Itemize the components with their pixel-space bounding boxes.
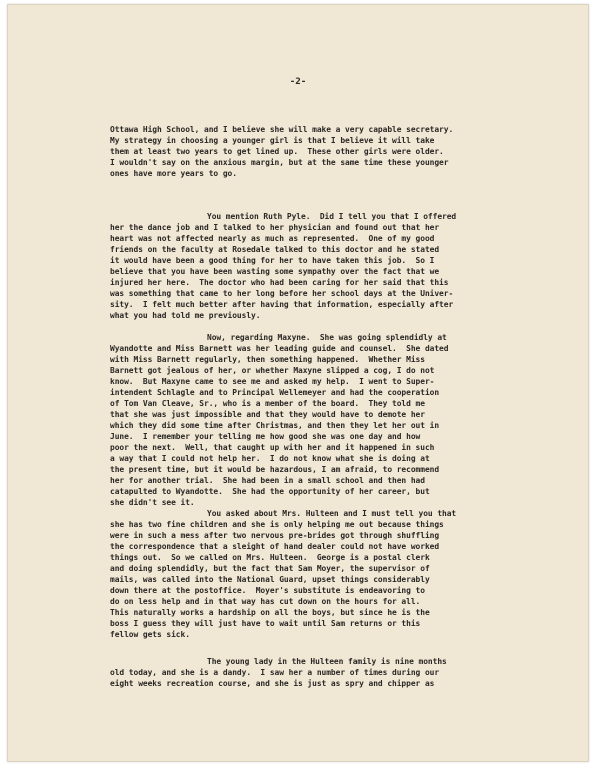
text-line: were in such a mess after two nervous pre-brides got through shuffling bbox=[110, 531, 440, 540]
text-line: The young lady in the Hulteen family is nine months bbox=[207, 657, 447, 666]
text-line: sity. I felt much better after having that information, especially after bbox=[110, 300, 454, 309]
text-line: the correspondence that a sleight of hand dealer could not have worked bbox=[110, 542, 440, 551]
text-line: Now, regarding Maxyne. She was going splendidly at bbox=[207, 333, 447, 342]
text-line: eight weeks recreation course, and she is just as spry and chipper as bbox=[110, 679, 435, 688]
text-line: of Tom Van Cleave, Sr., who is a member of the board. They told me bbox=[110, 399, 425, 408]
text-line: her for another trial. She had been in a small school and then had bbox=[110, 476, 425, 485]
text-line: I wouldn't say on the anxious margin, but at the same time these younger bbox=[110, 158, 449, 167]
text-line: boss I guess they will just have to wait until Sam returns or this bbox=[110, 619, 421, 628]
text-line: down there at the postoffice. Moyer's substitute is endeavoring to bbox=[110, 586, 425, 595]
text-line: You asked about Mrs. Hulteen and I must tell you that bbox=[207, 509, 457, 518]
text-line: what you had told me previously. bbox=[110, 311, 261, 320]
text-line: June. I remember your telling me how good she was one day and how bbox=[110, 432, 421, 441]
text-line: know. But Maxyne came to see me and asked my help. I went to Super- bbox=[110, 377, 435, 386]
text-line: Ottawa High School, and I believe she will make a very capable secretary. bbox=[110, 125, 454, 134]
text-line: My strategy in choosing a younger girl is that I believe it will take bbox=[110, 136, 435, 145]
text-line: she didn't see it. bbox=[110, 498, 195, 507]
text-line: This naturally works a hardship on all the boys, but since he is the bbox=[110, 608, 430, 617]
text-line: which they did some time after Christmas, and then they let her out in bbox=[110, 421, 440, 430]
text-line: friends on the faculty at Rosedale talked to this doctor and he stated bbox=[110, 245, 440, 254]
text-line: believe that you have been wasting some sympathy over the fact that we bbox=[110, 267, 440, 276]
text-line: it would have been a good thing for her to have taken this job. So I bbox=[110, 256, 435, 265]
text-line: ones have more years to go. bbox=[110, 169, 237, 178]
text-line: Wyandotte and Miss Barnett was her leading guide and counsel. She dated bbox=[110, 344, 449, 353]
text-line: things out. So we called on Mrs. Hulteen. George is a postal clerk bbox=[110, 553, 430, 562]
text-line: the present time, but it would be hazardous, I am afraid, to recommend bbox=[110, 465, 440, 474]
text-line: mails, was called into the National Guard, upset things considerably bbox=[110, 575, 430, 584]
text-line: them at least two years to get lined up. These other girls were older. bbox=[110, 147, 444, 156]
text-line: fellow gets sick. bbox=[110, 630, 190, 639]
page-number: -2- bbox=[289, 76, 307, 87]
text-line: heart was not affected nearly as much as represented. One of my good bbox=[110, 234, 435, 243]
text-line: poor the next. Well, that caught up with her and it happened in such bbox=[110, 443, 435, 452]
text-line: and doing splendidly, but the fact that Sam Moyer, the supervisor of bbox=[110, 564, 430, 573]
text-line: You mention Ruth Pyle. Did I tell you that I offered bbox=[207, 212, 457, 221]
text-line: injured her here. The doctor who had been caring for her said that this bbox=[110, 278, 449, 287]
text-line: catapulted to Wyandotte. She had the opportunity of her career, but bbox=[110, 487, 430, 496]
text-line: she has two fine children and she is only helping me out because things bbox=[110, 520, 444, 529]
text-line: Barnett got jealous of her, or whether Maxyne slipped a cog, I do not bbox=[110, 366, 435, 375]
text-line: intendent Schlagle and to Principal Wellemeyer and had the cooperation bbox=[110, 388, 440, 397]
document-page bbox=[7, 4, 589, 762]
text-line: do on less help and in that way has cut down on the hours for all. bbox=[110, 597, 421, 606]
text-line: was something that came to her long before her school days at the Univer- bbox=[110, 289, 454, 298]
text-line: old today, and she is a dandy. I saw her a number of times during our bbox=[110, 668, 440, 677]
text-line: that she was just impossible and that they would have to demote her bbox=[110, 410, 425, 419]
text-line: with Miss Barnett regularly, then something happened. Whether Miss bbox=[110, 355, 425, 364]
text-line: her the dance job and I talked to her physician and found out that her bbox=[110, 223, 440, 232]
text-line: a way that I could not help her. I do not know what she is doing at bbox=[110, 454, 430, 463]
